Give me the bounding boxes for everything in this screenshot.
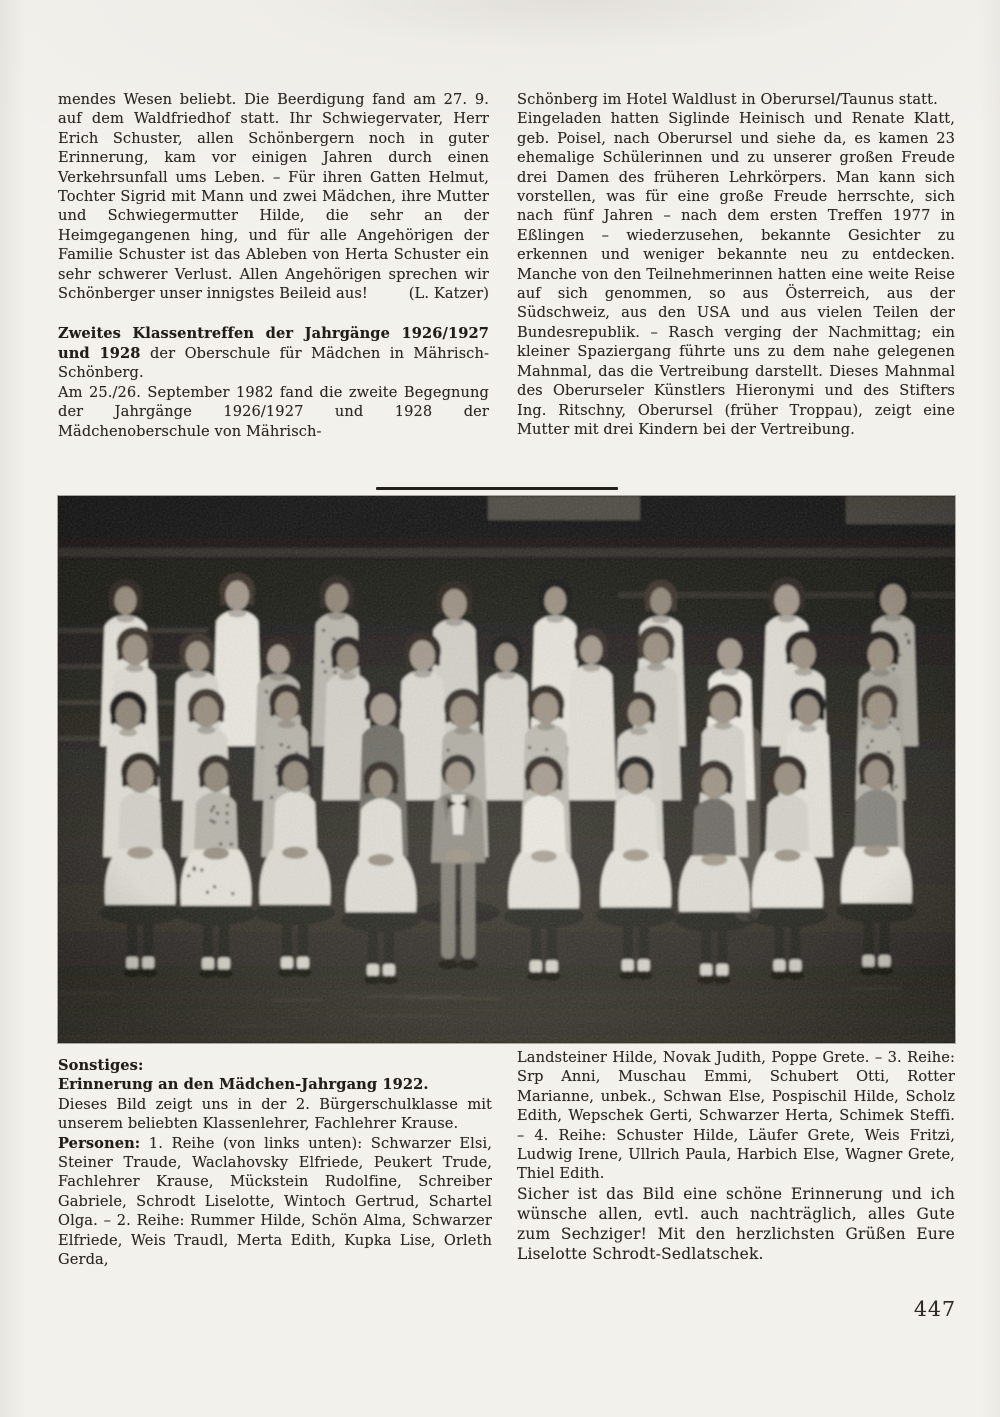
erinnerung-heading-text: Erinnerung an den Mädchen-Jahrgang 1922.	[58, 1076, 429, 1094]
column-top-left	[58, 90, 489, 441]
personen-list-continued: Landsteiner Hilde, Novak Judith, Poppe Grete. – 3. Reihe: Srp Anni, Muschau Emmi, Schubert Otti, Rotter Marianne, unbek., Schwan Else, Pospischil Hilde, Scholz Edith, Wepschek Gerti, Schwarzer Herta, Schimek Steffi. – 4. Reihe: Schuster Hilde, Läufer Grete, Weis Fritzi, Ludwig Irene, Ullrich Paula, Harbich Else, Wagner Grete, Thiel Edith.	[517, 1049, 955, 1183]
class-photo	[58, 496, 955, 1043]
article-continuation: Schönberg im Hotel Waldlust in Oberursel/Taunus statt.	[517, 91, 938, 108]
photo-description-paragraph: Dieses Bild zeigt uns in der 2. Bürgerschulklasse mit unserem beliebten Klassenlehrer, Fachlehrer Krause.	[58, 1095, 492, 1133]
column-top-right	[517, 90, 955, 439]
section-divider	[376, 487, 618, 490]
personen-list	[58, 1134, 492, 1270]
sonstiges-heading-text: Sonstiges:	[58, 1057, 144, 1074]
obituary-text: mendes Wesen beliebt. Die Beerdigung fand am 27. 9. auf dem Waldfriedhof statt. Ihr Schwiegervater, Herr Erich Schuster, allen Schönbergern noch in guter Erinnerung, kam vor einigen Jahren durch einen Verkehrsunfall ums Leben. – Für ihren Gatten Helmut, Tochter Sigrid mit Mann und zwei Mädchen, ihre Mutter und Schwiegermutter Hilde, die sehr an der Heimgegangenen hing, und für alle Angehörigen der Familie Schuster ist das Ableben von Herta Schuster ein sehr schwerer Verlust. Allen Angehörigen sprechen wir Schönberger unser innigstes Beileid aus!	[58, 91, 489, 303]
class-photo-rendering	[58, 496, 955, 1043]
sonstiges-heading	[58, 1056, 492, 1075]
article-heading-bold: Zweites Klassentreffen der Jahrgänge 1926/1927 und 1928	[58, 325, 489, 362]
obituary-signature: (L. Katzer)	[408, 285, 489, 303]
article-intro: Am 25./26. September 1982 fand die zweite Begegnung der Jahrgänge 1926/1927 und 1928 der Mädchenoberschule von Mährisch-	[58, 383, 489, 440]
erinnerung-heading	[58, 1075, 492, 1094]
personen-label: Personen:	[58, 1134, 141, 1152]
article-heading-rest: der Oberschule für Mädchen in Mährisch-Schönberg.	[58, 344, 489, 382]
column-bottom-left	[58, 1056, 492, 1269]
closing-paragraph: Sicher ist das Bild eine schöne Erinnerung und ich wünsche allen, evtl. auch nachträglich, alles Gute zum Sechziger! Mit den herzlichsten Grüßen Eure Liselotte Schrodt-Sedlatschek.	[517, 1184, 955, 1264]
obituary-paragraph	[58, 90, 489, 303]
article-heading	[58, 324, 489, 382]
reunion-report: Eingeladen hatten Siglinde Heinisch und Renate Klatt, geb. Poisel, nach Oberursel und siehe da, es kamen 23 ehemalige Schülerinnen und zu unserer großen Freude drei Damen des früheren Lehrkörpers. Man kann sich vorstellen, was für eine große Freude herrschte, sich nach fünf Jahren – nach dem ersten Treffen 1977 in Eßlingen – wiederzusehen, bekannte Gesichter zu erkennen und weniger bekannte neu zu entdecken. Manche von den Teilnehmerinnen hatten eine weite Reise auf sich genommen, so aus Österreich, aus der Südschweiz, aus den USA und aus vielen Teilen der Bundesrepublik. – Rasch verging der Nachmittag; ein kleiner Spaziergang führte uns zu dem nahe gelegenen Mahnmal, das die Vertreibung darstellt. Dieses Mahnmal des Oberurseler Künstlers Hieronymi und des Stifters Ing. Ritschny, Oberursel (früher Troppau), zeigt eine Mutter mit drei Kindern bei der Vertreibung.	[517, 110, 955, 438]
page-number: 447	[913, 1297, 956, 1321]
personen-names: 1. Reihe (von links unten): Schwarzer Elsi, Steiner Traude, Waclahovsky Elfriede, Peukert Trude, Fachlehrer Krause, Mückstein Rudolfine, Schreiber Gabriele, Schrodt Liselotte, Wintoch Gertrud, Schartel Olga. – 2. Reihe: Rummer Hilde, Schön Alma, Schwarzer Elfriede, Weis Traudl, Merta Edith, Kupka Lise, Orleth Gerda,	[58, 1134, 492, 1269]
column-bottom-right	[517, 1048, 955, 1265]
